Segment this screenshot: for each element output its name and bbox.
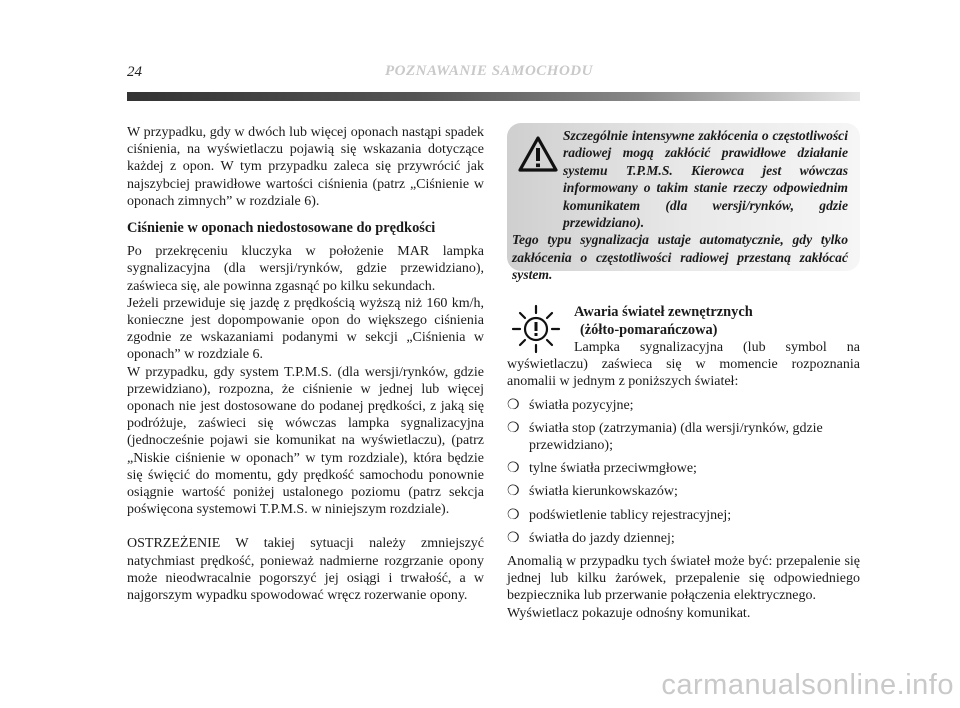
list-item: ❍ podświetlenie tablicy rejestracyjnej; bbox=[507, 507, 732, 523]
left-paragraph-1: W przypadku, gdy w dwóch lub więcej oponach nastąpi spadek ciśnienia, na wyświetlaczu pojawią się wskazania dotyczące każdej z opon. W tym przypadku zaleca się przywrócić jak najszybciej prawidłowe wartości ciśnienia (patrz „Ciśnienie w oponach zimnych” w rozdziale 6). bbox=[127, 125, 484, 209]
bullet-icon: ❍ bbox=[507, 397, 520, 413]
right-column bbox=[507, 339, 860, 622]
bullet-icon: ❍ bbox=[507, 461, 520, 477]
lamp-list bbox=[507, 397, 860, 547]
warning-text-2: Tego typu sygnalizacja ustaje automatycznie, gdy tylko zakłócenia o częstotliwości radiowej przestaną zakłócać system. bbox=[512, 232, 848, 283]
left-column bbox=[127, 124, 484, 604]
left-paragraph-3: Jeżeli przewiduje się jazdę z prędkością wyższą niż 160 km/h, konieczne jest dopompowanie opon do większego ciśnienia zgodnie ze wskazaniami podanymi w sekcji „Ciśnienia w oponach” w rozdziale 6. bbox=[127, 295, 484, 363]
lamp-title-line2: (żółto-pomarańczowa) bbox=[580, 322, 718, 338]
warning-paragraph: OSTRZEŻENIE W takiej sytuacji należy zmniejszyć natychmiast prędkość, ponieważ nadmierne rozgrzanie opony może nieodwracalnie pogorszyć jej osiągi i trwałość, a w najgorszym wypadku spowodować wręcz rozerwanie opony. bbox=[127, 536, 484, 604]
site-watermark[interactable]: carmanualsonline.info bbox=[661, 669, 954, 701]
list-item: ❍ światła stop (zatrzymania) (dla wersji/rynków, gdzie przewidziano); bbox=[507, 420, 823, 454]
list-item: ❍ światła kierunkowskazów; bbox=[507, 484, 678, 500]
warning-text-1: Szczególnie intensywne zakłócenia o częstotliwości radiowej mogą zakłócić prawidłowe działanie systemu T.P.M.S. Kierowca jest wówczas informowany o takim stanie rzeczy odpowiednim komunikatem (dla wersji/rynków, gdzie przewidziano). bbox=[563, 128, 848, 231]
bullet-icon: ❍ bbox=[507, 530, 520, 546]
bullet-icon: ❍ bbox=[507, 420, 520, 436]
list-item: ❍ światła do jazdy dziennej; bbox=[507, 530, 675, 546]
lamp-title-line1: Awaria świateł zewnętrznych bbox=[574, 304, 753, 320]
list-item: ❍ światła pozycyjne; bbox=[507, 397, 634, 413]
lamp-title bbox=[574, 303, 753, 339]
header-rule bbox=[127, 92, 860, 101]
lamp-paragraph-last: Wyświetlacz pokazuje odnośny komunikat. bbox=[507, 605, 751, 621]
bullet-icon: ❍ bbox=[507, 507, 520, 523]
page-number: 24 bbox=[127, 64, 142, 80]
lamp-paragraph: Anomalią w przypadku tych świateł może być: przepalenie się jednej lub kilku żarówek, przepalenie się odpowiedniego bezpiecznika lub przerwanie połączenia elektrycznego. bbox=[507, 554, 860, 604]
left-paragraph-4: W przypadku, gdy system T.P.M.S. (dla wersji/rynków, gdzie przewidziano), rozpozna, że ciśnienie w jednej lub więcej oponach nie jest dostosowane do podanej prędkości, z jaką się podróżuje, zaświeci się wówczas lampka sygnalizacyjna (jednocześnie pojawi sie komunikat na wyświetlaczu), (patrz „Niskie ciśnienie w oponach” w tym rozdziale), która będzie się święcić do momentu, gdy prędkość samochodu ponownie osiągnie wartość poniżej ustalonego poziomu (patrz sekcja poświęcona systemowi T.P.M.S. w niniejszym rozdziale). bbox=[127, 364, 484, 518]
left-paragraph-2: Po przekręceniu kluczyka w położenie MAR lampka sygnalizacyjna (dla wersji/rynków, gdzie przewidziano), zaświeca się, ale powinna zgasnąć po kilku sekundach. bbox=[127, 244, 484, 294]
lamp-intro: Lampka sygnalizacyjna (lub symbol na wyświetlaczu) zaświeca się w momencie rozpoznania anomalii w jednym z poniższych świateł: bbox=[507, 340, 860, 390]
bullet-icon: ❍ bbox=[507, 484, 520, 500]
section-heading: Ciśnienie w oponach niedostosowane do prędkości bbox=[127, 220, 436, 237]
list-item: ❍ tylne światła przeciwmgłowe; bbox=[507, 461, 697, 477]
warning-text bbox=[512, 127, 848, 284]
chapter-title: POZNAWANIE SAMOCHODU bbox=[385, 63, 593, 79]
